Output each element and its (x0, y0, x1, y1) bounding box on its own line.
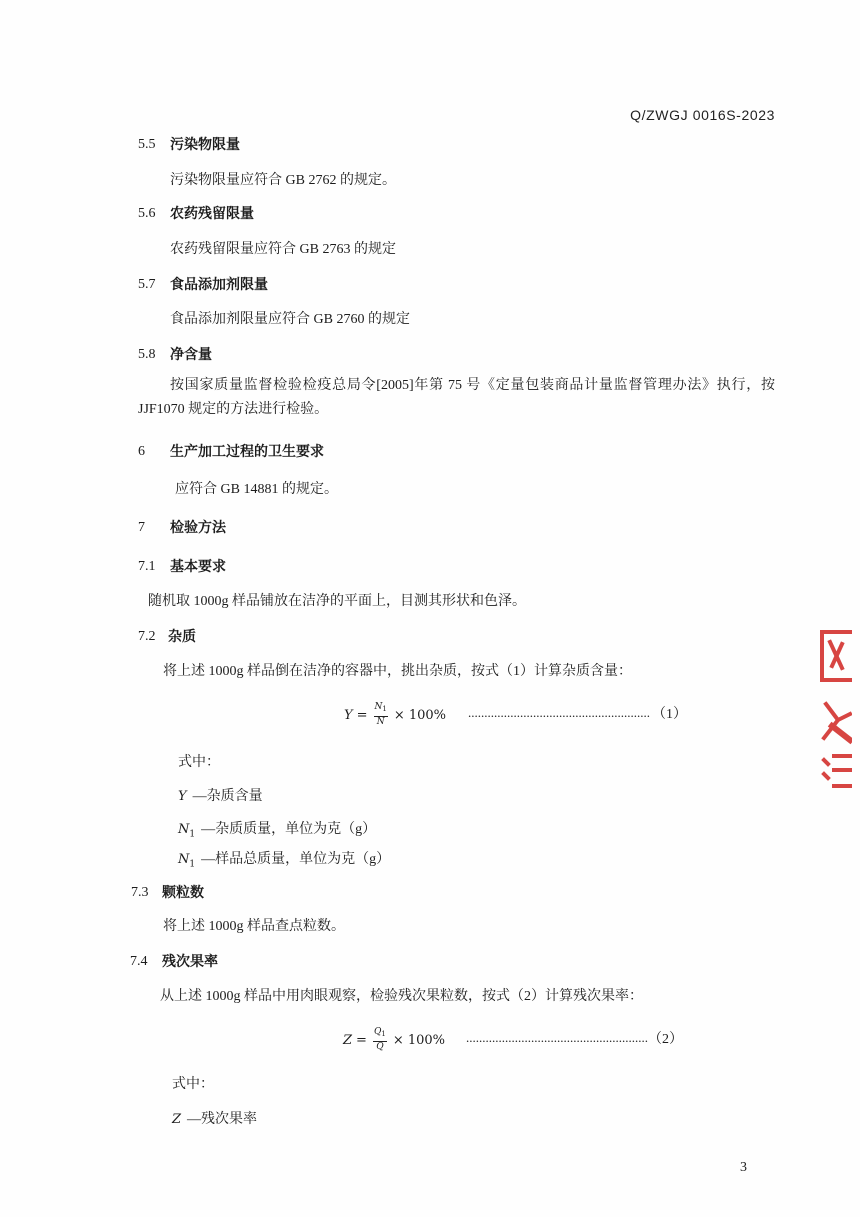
section-7-1-number: 7.1 (138, 559, 156, 574)
formula-2-equals: = (356, 1032, 367, 1048)
section-7-2-number: 7.2 (138, 629, 156, 644)
definition-desc: —残次果率 (187, 1112, 258, 1127)
formula-1-numerator: $N_1$ (374, 702, 388, 717)
formula-2-multiplier: × 100% (392, 1032, 446, 1048)
section-7-3-number: 7.3 (131, 885, 149, 900)
formula-2-lhs: Z (343, 1032, 353, 1048)
section-7-4-text: 从上述 1000g 样品中用肉眼观察，检验残次果粒数，按式（2）计算残次果率： (160, 989, 643, 1004)
formula-1-leader-dots: ........................................................ (468, 705, 650, 720)
definition-item (178, 820, 376, 840)
section-5-5-number: 5.5 (138, 137, 156, 152)
section-7-3-title: 颗粒数 (162, 885, 204, 901)
definition-desc: —杂质质量，单位为克（g） (201, 822, 377, 837)
definition-desc: —样品总质量，单位为克（g） (201, 852, 391, 867)
formula-2 (343, 1023, 449, 1057)
formula-2-where-label: 式中： (172, 1077, 214, 1092)
section-5-7-title: 食品添加剂限量 (170, 277, 268, 293)
formula-1-where-label: 式中： (178, 755, 220, 770)
formula-2-label: （2） (648, 1032, 683, 1047)
formula-2-leader-dots: ........................................................ (466, 1030, 648, 1045)
section-7-number: 7 (138, 520, 145, 535)
section-7-2-title: 杂质 (168, 629, 196, 645)
section-7-3-text: 将上述 1000g 样品查点粒数。 (163, 919, 345, 934)
document-code: Q/ZWGJ 0016S-2023 (630, 107, 775, 123)
section-7-4-number: 7.4 (130, 954, 148, 969)
section-5-6-title: 农药残留限量 (170, 206, 254, 222)
section-5-8-title: 净含量 (170, 347, 212, 363)
formula-1-multiplier: × 100% (393, 707, 447, 723)
definition-symbol: Z (172, 1112, 182, 1127)
section-5-8-number: 5.8 (138, 347, 156, 362)
formula-2-denominator: Q (376, 1042, 384, 1052)
red-seal-fragment (812, 618, 852, 808)
section-5-7-number: 5.7 (138, 277, 156, 292)
section-7-1-text: 随机取 1000g 样品铺放在洁净的平面上，目测其形状和色泽。 (148, 594, 526, 609)
formula-1-fraction (374, 702, 388, 728)
section-7-1-title: 基本要求 (170, 559, 226, 575)
section-6-number: 6 (138, 444, 145, 459)
formula-2-numerator: $Q_1$ (373, 1027, 387, 1042)
formula-1-label: （1） (652, 707, 687, 722)
formula-1-denominator: N (376, 717, 385, 727)
formula-1-equals: = (356, 707, 368, 723)
formula-1-lhs: Y (344, 707, 353, 723)
section-5-5-title: 污染物限量 (170, 137, 240, 153)
section-5-8-text-line1: 按国家质量监督检验检疫总局令[2005]年第 75 号《定量包装商品计量监督管理办法》执行，按 (170, 378, 775, 393)
definition-desc: —杂质含量 (192, 789, 263, 804)
section-5-6-number: 5.6 (138, 206, 156, 221)
formula-2-fraction (373, 1027, 387, 1053)
section-5-5-text: 污染物限量应符合 GB 2762 的规定。 (170, 173, 396, 188)
section-7-2-text: 将上述 1000g 样品倒在洁净的容器中，挑出杂质，按式（1）计算杂质含量： (163, 664, 632, 679)
section-6-text: 应符合 GB 14881 的规定。 (175, 482, 338, 497)
section-5-8-text-line2: JJF1070 规定的方法进行检验。 (138, 402, 329, 417)
page-number: 3 (740, 1160, 747, 1175)
definition-symbol: $N_1$ (178, 822, 196, 840)
section-5-6-text: 农药残留限量应符合 GB 2763 的规定 (170, 242, 396, 257)
section-7-title: 检验方法 (170, 520, 226, 536)
section-7-4-title: 残次果率 (162, 954, 218, 970)
formula-1 (344, 698, 450, 732)
definition-item (172, 1110, 257, 1130)
section-5-7-text: 食品添加剂限量应符合 GB 2760 的规定 (170, 312, 410, 327)
definition-item (178, 850, 390, 870)
section-6-title: 生产加工过程的卫生要求 (170, 444, 324, 460)
definition-symbol: Y (178, 789, 187, 804)
definition-symbol: $N_1$ (178, 852, 196, 870)
definition-item (178, 787, 263, 807)
